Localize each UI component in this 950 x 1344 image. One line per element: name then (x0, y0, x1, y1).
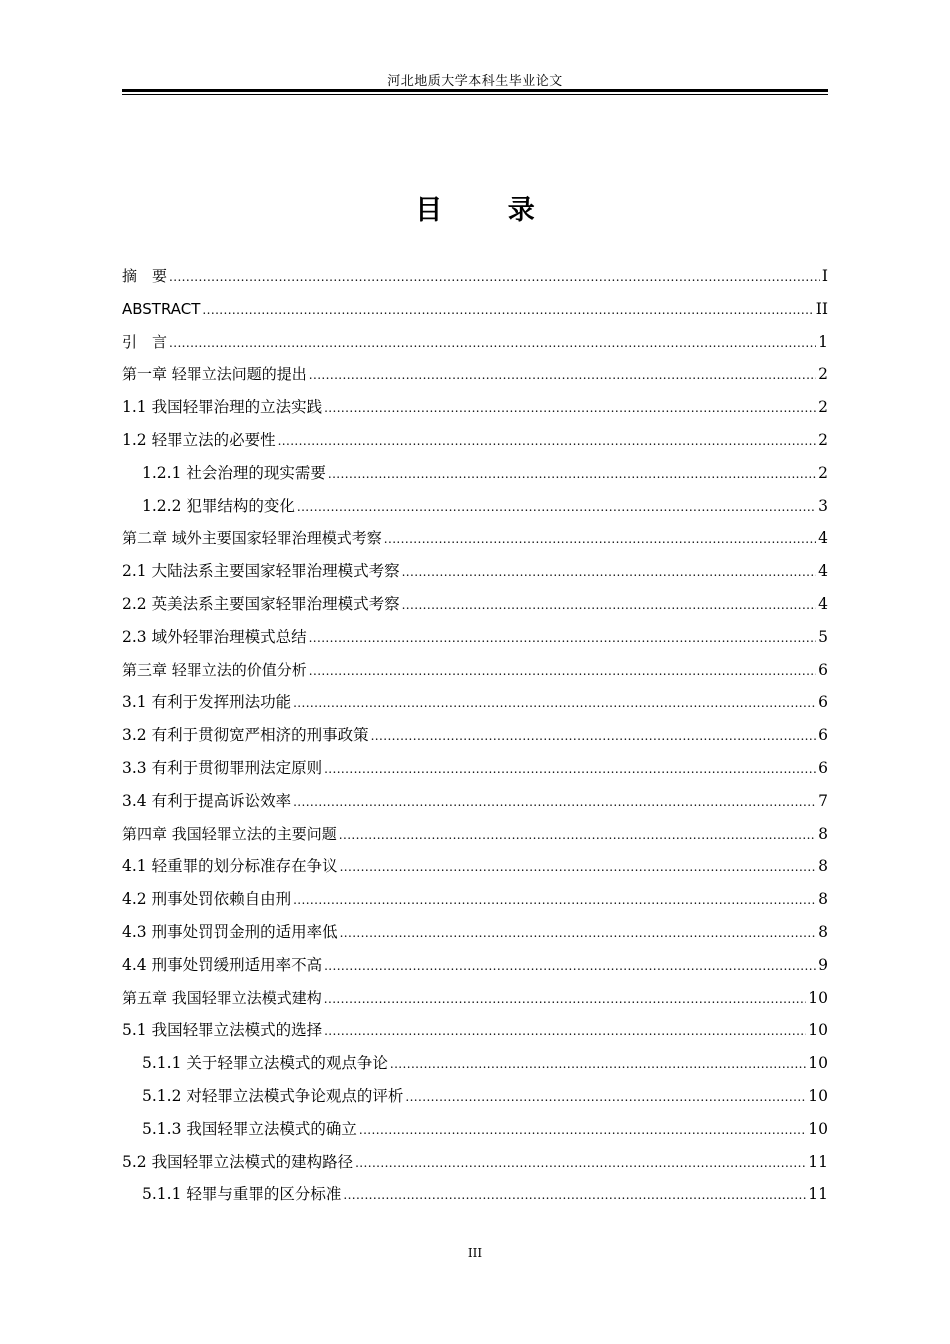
toc-entry-page: 6 (818, 758, 828, 777)
toc-entry[interactable] (122, 360, 828, 393)
toc-entry-label: 3.3 有利于贯彻罪刑法定原则 (122, 758, 323, 777)
toc-entry-page: 5 (818, 627, 828, 646)
toc-leader-dots (343, 1181, 806, 1209)
toc-leader-dots (278, 427, 817, 455)
toc-entry[interactable] (122, 656, 828, 689)
toc-leader-dots (328, 460, 816, 488)
toc-entry-page: 4 (818, 529, 828, 548)
toc-entry-page: 10 (808, 1021, 828, 1040)
toc-entry[interactable] (122, 721, 828, 754)
toc-entry-page: 8 (818, 857, 828, 876)
toc-entry[interactable] (122, 590, 828, 623)
toc-entry[interactable] (122, 328, 828, 361)
toc-entry-label: 4.4 刑事处罚缓刑适用率不高 (122, 955, 323, 974)
toc-entry-page: 4 (818, 562, 828, 581)
toc-leader-dots (324, 755, 816, 783)
toc-entry-label: 4.2 刑事处罚依赖自由刑 (122, 890, 292, 909)
toc-entry-label: 4.3 刑事处罚罚金刑的适用率低 (122, 922, 338, 941)
toc-entry-label: 3.1 有利于发挥刑法功能 (122, 693, 292, 712)
toc-entry-label: 第五章 我国轻罪立法模式建构 (122, 988, 322, 1007)
toc-leader-dots (390, 1050, 806, 1078)
toc-entry[interactable] (122, 754, 828, 787)
toc-leader-dots (309, 624, 817, 652)
toc-entry[interactable] (122, 820, 828, 853)
toc-leader-dots (359, 1116, 806, 1144)
toc-entry-page: 8 (818, 824, 828, 843)
toc-entry[interactable] (122, 951, 828, 984)
toc-entry-page: I (821, 267, 828, 285)
toc-entry[interactable] (122, 1148, 828, 1181)
toc-entry-label: 5.1.3 我国轻罪立法模式的确立 (142, 1119, 357, 1138)
toc-entry-label: 1.2.2 犯罪结构的变化 (142, 496, 295, 515)
toc-entry-label: 5.1.1 轻罪与重罪的区分标准 (142, 1185, 342, 1204)
toc-entry-page: 8 (818, 922, 828, 941)
toc-entry-label: 第四章 我国轻罪立法的主要问题 (122, 824, 337, 843)
toc-leader-dots (339, 821, 816, 849)
toc-entry[interactable] (122, 1115, 828, 1148)
toc-entry-label: 1.2 轻罪立法的必要性 (122, 430, 276, 449)
toc-entry-page: 10 (808, 1054, 828, 1073)
toc-leader-dots (293, 689, 816, 717)
toc-leader-dots (293, 886, 816, 914)
toc-leader-dots (402, 558, 817, 586)
toc-entry-label: 5.2 我国轻罪立法模式的建构路径 (122, 1152, 354, 1171)
toc-entry[interactable] (122, 1016, 828, 1049)
toc-entry-label: 第一章 轻罪立法问题的提出 (122, 365, 307, 384)
toc-entry-page: 2 (818, 398, 828, 417)
toc-entry[interactable] (122, 262, 828, 295)
toc-entry-label: ABSTRACT (122, 299, 201, 318)
toc-entry-label: 1.2.1 社会治理的现实需要 (142, 463, 326, 482)
toc-entry-page: 11 (808, 1152, 828, 1171)
toc-entry-page: II (815, 299, 828, 318)
toc-entry-label: 引 言 (122, 332, 168, 351)
toc-leader-dots (309, 657, 816, 685)
toc-entry[interactable] (122, 984, 828, 1017)
toc-entry[interactable] (122, 787, 828, 820)
toc-entry[interactable] (122, 426, 828, 459)
toc-entry-page: 9 (818, 955, 828, 974)
toc-leader-dots (324, 1017, 806, 1045)
toc-entry[interactable] (122, 1049, 828, 1082)
toc-entry[interactable] (122, 623, 828, 656)
toc-entry-page: 8 (818, 890, 828, 909)
toc-entry-page: 4 (818, 594, 828, 613)
toc-entry-label: 5.1.1 关于轻罪立法模式的观点争论 (142, 1054, 388, 1073)
toc-entry[interactable] (122, 393, 828, 426)
toc-entry[interactable] (122, 295, 828, 328)
page-number: III (467, 1246, 483, 1260)
toc-entry-label: 3.4 有利于提高诉讼效率 (122, 791, 292, 810)
toc-entry-page: 2 (818, 430, 828, 449)
toc-entry[interactable] (122, 852, 828, 885)
toc-leader-dots (402, 591, 817, 619)
toc-entry-label: 3.2 有利于贯彻宽严相济的刑事政策 (122, 726, 369, 745)
toc-leader-dots (340, 853, 817, 881)
toc-entry-label: 第三章 轻罪立法的价值分析 (122, 660, 307, 679)
header-rule-thick (122, 89, 828, 92)
toc-entry-label: 1.1 我国轻罪治理的立法实践 (122, 398, 323, 417)
toc-entry[interactable] (122, 459, 828, 492)
toc-entry[interactable] (122, 885, 828, 918)
toc-entry-page: 10 (808, 1119, 828, 1138)
header-rule-thin (122, 94, 828, 95)
toc-entry-label: 2.1 大陆法系主要国家轻罪治理模式考察 (122, 562, 400, 581)
toc-entry-page: 10 (808, 988, 828, 1007)
toc-entry[interactable] (122, 688, 828, 721)
toc-leader-dots (324, 394, 816, 422)
toc-entry[interactable] (122, 557, 828, 590)
toc-entry-page: 10 (808, 1086, 828, 1105)
toc-entry-label: 5.1 我国轻罪立法模式的选择 (122, 1021, 323, 1040)
toc-leader-dots (293, 788, 816, 816)
toc-entry-label: 2.3 域外轻罪治理模式总结 (122, 627, 307, 646)
toc-leader-dots (169, 329, 816, 357)
toc-entry-label: 摘 要 (122, 267, 168, 285)
toc-leader-dots (202, 296, 813, 324)
toc-leader-dots (405, 1083, 806, 1111)
toc-leader-dots (309, 361, 816, 389)
toc-leader-dots (169, 263, 820, 291)
toc-leader-dots (324, 985, 806, 1013)
toc-entry-page: 2 (818, 463, 828, 482)
running-header: 河北地质大学本科生毕业论文 (387, 74, 563, 89)
toc-entry-page: 6 (818, 726, 828, 745)
toc-entry-page: 6 (818, 693, 828, 712)
toc-entry-page: 2 (818, 365, 828, 384)
toc-entry-page: 7 (818, 791, 828, 810)
toc-entry[interactable] (122, 1180, 828, 1213)
toc-entry-label: 第二章 域外主要国家轻罪治理模式考察 (122, 529, 382, 548)
toc-entry-label: 5.1.2 对轻罪立法模式争论观点的评析 (142, 1086, 404, 1105)
toc-leader-dots (297, 493, 816, 521)
toc-leader-dots (324, 952, 816, 980)
toc-entry-page: 3 (818, 496, 828, 515)
toc-leader-dots (355, 1149, 806, 1177)
toc-leader-dots (384, 525, 816, 553)
toc-entry[interactable] (122, 918, 828, 951)
toc-entry-page: 1 (818, 332, 828, 351)
toc-entry[interactable] (122, 524, 828, 557)
toc-leader-dots (340, 919, 817, 947)
toc-entry-label: 2.2 英美法系主要国家轻罪治理模式考察 (122, 594, 400, 613)
toc-entry[interactable] (122, 1082, 828, 1115)
toc-entry-page: 11 (808, 1185, 828, 1204)
toc-entry[interactable] (122, 492, 828, 525)
toc-leader-dots (371, 722, 817, 750)
table-of-contents (122, 262, 828, 1213)
toc-entry-label: 4.1 轻重罪的划分标准存在争议 (122, 857, 338, 876)
toc-entry-page: 6 (818, 660, 828, 679)
toc-title: 目 录 (415, 195, 563, 226)
